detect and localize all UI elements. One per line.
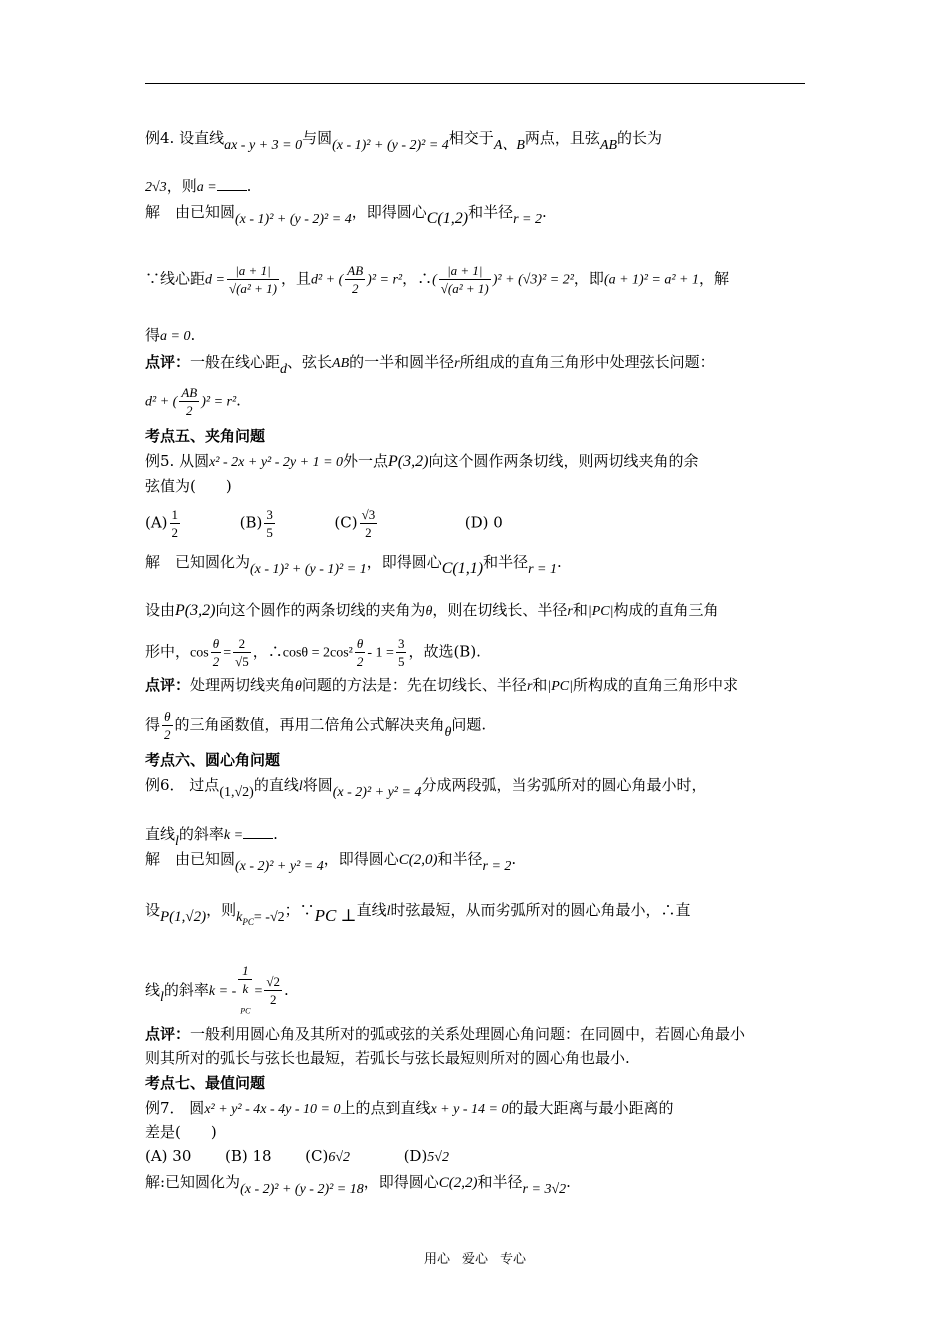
ex4-question-line2 bbox=[145, 176, 807, 198]
fraction bbox=[233, 635, 251, 670]
text: . bbox=[511, 850, 517, 868]
text: 分成两段弧，当劣弧所对的圆心角最小时， bbox=[421, 776, 707, 794]
denominator: 2 bbox=[212, 654, 220, 669]
footer-text: 用心 bbox=[423, 1252, 450, 1267]
ex4-solution-line1 bbox=[145, 202, 807, 227]
text: 的一半和圆半径 bbox=[349, 353, 455, 371]
text: 解 由已知圆 bbox=[145, 203, 236, 221]
answer-blank bbox=[243, 824, 273, 839]
text: k bbox=[242, 981, 249, 996]
text: 向这个圆作两条切线，则两切线夹角的余 bbox=[428, 452, 699, 470]
math: l bbox=[386, 904, 391, 919]
math: = bbox=[254, 983, 263, 999]
math: θ bbox=[425, 604, 433, 619]
text: 例7． 圆 bbox=[145, 1099, 205, 1117]
math: l bbox=[175, 834, 179, 849]
math: (a + 1)² = a² + 1 bbox=[603, 272, 699, 288]
text: 解 由已知圆 bbox=[145, 850, 236, 868]
text: 时弦最短，从而劣弧所对的圆心角最小，∴直 bbox=[390, 901, 691, 919]
text: . bbox=[273, 825, 278, 843]
text: . bbox=[284, 980, 289, 999]
text: 与圆 bbox=[302, 129, 333, 147]
numerator: 1 bbox=[171, 507, 179, 522]
ex7-solution-line1 bbox=[145, 1172, 807, 1197]
section-title: 考点六、圆心角问题 bbox=[145, 751, 281, 769]
ex6-solution-line3 bbox=[145, 962, 807, 1020]
text: . bbox=[190, 326, 196, 344]
text: 线 bbox=[145, 980, 161, 999]
text: 设由 bbox=[145, 601, 176, 619]
math: |PC| bbox=[587, 604, 614, 619]
fraction bbox=[179, 384, 199, 419]
text: 的斜率 bbox=[163, 980, 209, 999]
math: AB bbox=[332, 356, 350, 371]
numerator: θ bbox=[162, 708, 173, 726]
ex7-question-line2: 差是( ) bbox=[145, 1123, 217, 1141]
math: (x - 2)² + y² = 4 bbox=[235, 859, 324, 874]
option-b: (B) bbox=[239, 513, 263, 532]
math: A、B bbox=[493, 138, 525, 153]
ex5-solution-line2 bbox=[145, 600, 807, 622]
denominator: 2 bbox=[269, 992, 277, 1008]
math: (1,√2) bbox=[219, 785, 254, 800]
text: 相交于 bbox=[448, 129, 494, 147]
fraction bbox=[238, 962, 252, 1020]
ex4-comment-line1 bbox=[145, 352, 807, 377]
fraction bbox=[162, 708, 173, 743]
numerator: |a + 1| bbox=[439, 262, 491, 280]
text: 两点，且弦 bbox=[524, 129, 600, 147]
math: (x - 1)² + (y - 2)² = 4 bbox=[235, 212, 352, 227]
fraction bbox=[396, 635, 407, 670]
math: P(3,2) bbox=[388, 453, 429, 470]
ex5-question-line2: 弦值为( ) bbox=[145, 477, 232, 495]
denominator: 2 bbox=[171, 525, 179, 540]
ex5-comment-line2 bbox=[145, 708, 807, 743]
denominator: 2 bbox=[186, 403, 193, 418]
fraction bbox=[360, 506, 378, 541]
text: 将圆 bbox=[302, 776, 333, 794]
math: cosθ = 2cos² bbox=[282, 645, 353, 661]
math: a = 0 bbox=[160, 329, 191, 344]
numerator: √2 bbox=[266, 974, 281, 990]
option-a: (A) bbox=[145, 513, 168, 532]
ex4-solution-line2 bbox=[145, 262, 807, 297]
numerator: 3 bbox=[397, 636, 405, 651]
ex5-solution-line3 bbox=[145, 635, 807, 670]
comment-label: 点评： bbox=[145, 353, 191, 371]
text: 一般在线心距 bbox=[190, 353, 281, 371]
math: )² = r² bbox=[367, 272, 403, 288]
numerator: √3 bbox=[361, 507, 376, 522]
text: 的直线 bbox=[253, 776, 299, 794]
math: )² = r² bbox=[201, 394, 237, 410]
option-d: (D) 0 bbox=[464, 513, 503, 532]
text: ，则在切线长、半径 bbox=[432, 601, 568, 619]
text: 问题. bbox=[451, 715, 487, 734]
numerator: |a + 1| bbox=[227, 262, 279, 280]
math: θ bbox=[444, 724, 452, 740]
math: d² + ( bbox=[145, 394, 178, 410]
math: a = bbox=[196, 180, 217, 195]
text: ，则 bbox=[166, 177, 197, 195]
math: AB bbox=[599, 138, 618, 153]
denominator: 2 bbox=[356, 654, 364, 669]
numerator: θ bbox=[211, 635, 222, 653]
fraction bbox=[264, 506, 275, 541]
math: r = 3√2 bbox=[522, 1182, 567, 1197]
math: C(2,0) bbox=[398, 852, 438, 868]
numerator: 3 bbox=[266, 507, 273, 522]
text: 的长为 bbox=[617, 129, 663, 147]
denominator: 2 bbox=[164, 727, 171, 742]
text: 例5. 从圆 bbox=[145, 452, 210, 470]
text: 所构成的直角三角形中求 bbox=[573, 676, 739, 694]
text: 和半径 bbox=[477, 1173, 523, 1191]
math: 5√2 bbox=[427, 1150, 449, 1165]
text: 解:已知圆化为 bbox=[145, 1173, 241, 1191]
ex6-comment-line2: 则其所对的弧长与弦长也最短，若弧长与弦长最短则所对的圆心角也最小. bbox=[145, 1049, 630, 1067]
ex4-solution-line3 bbox=[145, 325, 807, 347]
fraction bbox=[439, 262, 491, 297]
math: (x - 1)² + (y - 2)² = 4 bbox=[332, 138, 449, 153]
math: ( bbox=[432, 272, 437, 288]
ex5-question-line1 bbox=[145, 451, 807, 473]
text: ，∴ bbox=[252, 642, 283, 661]
math: 6√2 bbox=[328, 1150, 350, 1165]
text: ，即得圆心 bbox=[323, 850, 399, 868]
math: = bbox=[223, 645, 232, 661]
text: ，解 bbox=[699, 269, 730, 288]
numerator: AB bbox=[181, 385, 198, 400]
math: r = 2 bbox=[513, 212, 542, 227]
numerator: 2 bbox=[233, 635, 251, 653]
option-c: (C) bbox=[334, 513, 358, 532]
text: 直线 bbox=[356, 901, 387, 919]
math: cos bbox=[190, 645, 209, 661]
math: x + y - 14 = 0 bbox=[430, 1102, 509, 1117]
ex4-comment-line2 bbox=[145, 384, 807, 419]
math: r bbox=[454, 356, 460, 371]
text: ，故选(B). bbox=[408, 642, 481, 661]
math: ax - y + 3 = 0 bbox=[224, 138, 303, 153]
numerator: 1 bbox=[238, 962, 252, 980]
text: 和半径 bbox=[437, 850, 483, 868]
text: 例6． 过点 bbox=[145, 776, 220, 794]
denominator: 2 bbox=[351, 281, 359, 296]
ex7-options bbox=[145, 1146, 807, 1168]
math: C(2,2) bbox=[438, 1175, 478, 1191]
ex6-question-line1 bbox=[145, 775, 807, 800]
text: ∵线心距 bbox=[145, 269, 206, 288]
text: 直线 bbox=[145, 825, 176, 843]
option-b: (B) 18 bbox=[224, 1147, 272, 1165]
math: d = bbox=[205, 272, 225, 288]
text: . bbox=[541, 203, 547, 221]
text: ，即得圆心 bbox=[366, 553, 442, 571]
numerator: θ bbox=[355, 635, 366, 653]
text: 一般利用圆心角及其所对的弧或弦的关系处理圆心角问题：在同圆中，若圆心角最小 bbox=[190, 1025, 746, 1043]
answer-blank bbox=[217, 176, 247, 191]
math: k = bbox=[223, 828, 244, 843]
header-rule bbox=[145, 83, 805, 84]
math: x² - 2x + y² - 2y + 1 = 0 bbox=[209, 455, 344, 470]
math: r = 1 bbox=[528, 562, 557, 577]
ex6-solution-line2 bbox=[145, 900, 807, 927]
fraction bbox=[227, 262, 279, 297]
text: 解 已知圆化为 bbox=[145, 553, 251, 571]
text: ，即得圆心 bbox=[351, 203, 427, 221]
text: 向这个圆作的两条切线的夹角为 bbox=[215, 601, 426, 619]
math: C(1,2) bbox=[426, 210, 469, 227]
math: r bbox=[526, 679, 533, 694]
fraction bbox=[170, 506, 181, 541]
denominator: 5 bbox=[397, 654, 405, 669]
comment-label: 点评： bbox=[145, 676, 191, 694]
text: 构成的直角三角 bbox=[613, 601, 719, 619]
math: |PC| bbox=[547, 679, 573, 694]
text: 得 bbox=[145, 715, 161, 734]
text: 设 bbox=[145, 901, 161, 919]
text: ；∵ bbox=[284, 901, 315, 919]
math: d bbox=[280, 362, 288, 377]
ex4-question-line1 bbox=[145, 128, 807, 153]
text: ，则 bbox=[206, 901, 237, 919]
text: 得 bbox=[145, 326, 161, 344]
section-title: 考点五、夹角问题 bbox=[145, 427, 266, 445]
text: 问题的方法是：先在切线长、半径 bbox=[301, 676, 527, 694]
math: k bbox=[236, 910, 243, 925]
math: r bbox=[567, 604, 573, 619]
text: 的三角函数值，再用二倍角公式解决夹角 bbox=[174, 715, 445, 734]
denominator: 2 bbox=[365, 525, 372, 540]
option-c: (C) bbox=[305, 1147, 329, 1165]
denominator bbox=[238, 980, 252, 1020]
ex5-options bbox=[145, 506, 807, 541]
text: ，且 bbox=[280, 269, 311, 288]
text: . bbox=[246, 177, 252, 195]
comment-label: 点评： bbox=[145, 1025, 191, 1043]
option-d: (D) bbox=[403, 1147, 428, 1165]
math: d² + ( bbox=[310, 272, 344, 288]
text: 的斜率 bbox=[178, 825, 224, 843]
text: 形中， bbox=[145, 642, 191, 661]
text: . bbox=[556, 553, 562, 571]
subscript: PC bbox=[240, 1006, 251, 1016]
footer-text: 爱心 bbox=[461, 1252, 488, 1267]
denominator: √(a² + 1) bbox=[228, 281, 277, 296]
math: r = 2 bbox=[482, 859, 512, 874]
text: 、弦长 bbox=[287, 353, 333, 371]
math: x² + y² - 4x - 4y - 10 = 0 bbox=[204, 1102, 341, 1117]
denominator: √(a² + 1) bbox=[440, 281, 489, 296]
denominator: √5 bbox=[235, 654, 249, 669]
ex6-comment-line1 bbox=[145, 1024, 807, 1044]
numerator: AB bbox=[347, 263, 364, 278]
section-title: 考点七、最值问题 bbox=[145, 1074, 266, 1092]
math: (x - 1)² + (y - 1)² = 1 bbox=[250, 562, 367, 577]
ex7-question-line1 bbox=[145, 1098, 807, 1120]
math: - 1 = bbox=[367, 645, 394, 661]
math: = -√2 bbox=[253, 910, 285, 925]
text: 和半径 bbox=[468, 203, 514, 221]
text: 和 bbox=[572, 601, 588, 619]
text: ，∴ bbox=[402, 269, 433, 288]
fraction bbox=[345, 262, 365, 297]
page-footer bbox=[0, 1248, 950, 1267]
math: l bbox=[298, 779, 303, 794]
math: P(3,2) bbox=[175, 602, 216, 619]
math: 2√3 bbox=[145, 180, 167, 195]
text: . bbox=[566, 1173, 571, 1191]
text: 所组成的直角三角形中处理弦长问题： bbox=[459, 353, 715, 371]
denominator: 5 bbox=[266, 525, 273, 540]
text: 处理两切线夹角 bbox=[190, 676, 296, 694]
math: l bbox=[160, 989, 164, 1005]
fraction bbox=[264, 973, 282, 1008]
math: )² + (√3)² = 2² bbox=[492, 272, 574, 288]
math: k = - bbox=[208, 983, 237, 999]
math: θ bbox=[295, 679, 302, 694]
math: C(1,1) bbox=[441, 560, 484, 577]
footer-text: 专心 bbox=[500, 1252, 527, 1267]
subscript: PC bbox=[242, 917, 254, 927]
fraction bbox=[355, 635, 366, 670]
math: (x - 2)² + y² = 4 bbox=[332, 785, 422, 800]
text: 例4. 设直线 bbox=[145, 129, 225, 147]
text: . bbox=[236, 391, 241, 410]
math: PC ⊥ bbox=[314, 906, 357, 925]
text: 和半径 bbox=[483, 553, 529, 571]
text: 外一点 bbox=[343, 452, 389, 470]
text: 和 bbox=[532, 676, 548, 694]
ex6-solution-line1 bbox=[145, 849, 807, 874]
math: (x - 2)² + (y - 2)² = 18 bbox=[240, 1182, 364, 1197]
ex5-solution-line1 bbox=[145, 552, 807, 577]
ex5-comment-line1 bbox=[145, 675, 807, 697]
text: 的最大距离与最小距离的 bbox=[508, 1099, 674, 1117]
option-a: (A) 30 bbox=[145, 1147, 192, 1165]
math: P(1,√2) bbox=[160, 909, 207, 925]
text: ，即得圆心 bbox=[363, 1173, 439, 1191]
ex6-question-line2 bbox=[145, 824, 807, 849]
fraction bbox=[211, 635, 222, 670]
text: 上的点到直线 bbox=[340, 1099, 431, 1117]
text: ，即 bbox=[573, 269, 604, 288]
